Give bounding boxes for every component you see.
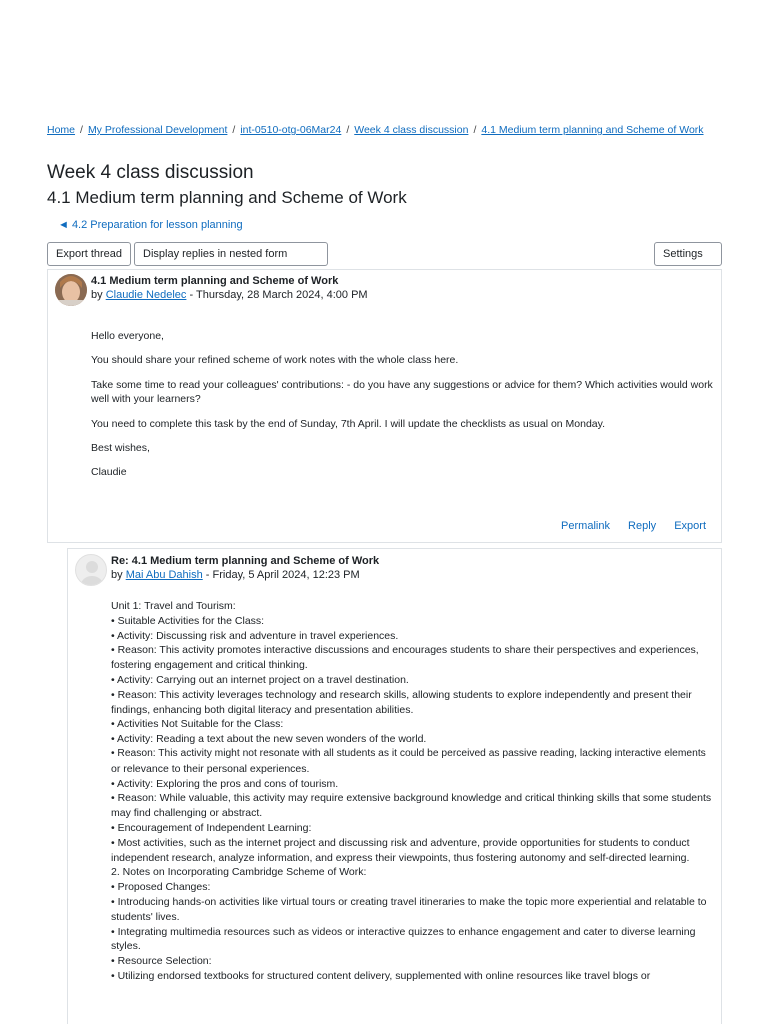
permalink-link[interactable]: Permalink [561,520,610,532]
display-mode-select[interactable] [134,242,328,266]
settings-button[interactable] [654,242,722,266]
post-date: - Thursday, 28 March 2024, 4:00 PM [186,289,368,301]
post-subject: Re: 4.1 Medium term planning and Scheme of Work [111,555,380,567]
post-paragraph: Best wishes, [91,441,150,454]
avatar-photo [55,274,87,306]
post-line: • Reason: While valuable, this activity may require extensive background knowledge and critical thinking skills that some students [111,792,712,805]
reply-link[interactable]: Reply [628,520,657,532]
export-thread-button[interactable]: Export thread [47,242,131,266]
post-line: • Activities Not Suitable for the Class: [111,718,284,731]
post-line: may find challenging or abstract. [111,807,263,820]
post-line: • Reason: This activity might not resonate with all students as it could be perceived as passive reading, lacking interactive elements [111,747,706,759]
post-line: or relevance to their personal experiences. [111,762,310,775]
breadcrumb-my-professional-development[interactable]: My Professional Development [87,124,228,136]
display-mode-value: Display replies in nested form [143,248,288,260]
post-line: students' lives. [111,910,180,923]
default-avatar-icon[interactable] [75,554,107,586]
post-paragraph: You need to complete this task by the end of Sunday, 7th April. I will update the checklists as usual on Monday. [91,417,606,430]
post-byline [91,289,368,301]
post-line: • Resource Selection: [111,955,212,968]
post-date: - Friday, 5 April 2024, 12:23 PM [202,569,360,581]
breadcrumb-separator: / [473,124,477,136]
post-paragraph: Take some time to read your colleagues' contributions: - do you have any suggestions or advice for them? Which activities would work well with your learners? [91,378,713,406]
breadcrumb-home[interactable]: Home [47,124,76,136]
by-label: by [111,569,126,581]
user-silhouette-icon [76,555,107,586]
author-link[interactable]: Claudie Nedelec [105,289,187,301]
post-line: fostering engagement and critical thinking. [111,659,308,672]
post-line: • Proposed Changes: [111,881,211,894]
post-line: findings, enhancing both digital literacy and presentation abilities. [111,703,414,716]
post-line: • Utilizing endorsed textbooks for structured content delivery, supplemented with online resources like travel blogs or [111,969,651,982]
post-line: • Encouragement of Independent Learning: [111,821,312,834]
by-label: by [91,289,106,301]
post-line: • Suitable Activities for the Class: [111,614,265,627]
post-content [111,599,716,984]
post-line: • Reason: This activity promotes interactive discussions and encourages students to share their perspectives and experiences, [111,644,699,657]
breadcrumb [47,124,747,136]
previous-discussion-link[interactable]: ◄ 4.2 Preparation for lesson planning [58,219,243,231]
post-paragraph: Hello everyone, [91,330,164,342]
post-byline [111,569,360,581]
post-line: independent research, analyze information, and express their viewpoints, thus fostering autonomy and self-directed learning. [111,851,690,864]
post-line: • Activity: Carrying out an internet project on a travel destination. [111,673,409,686]
post-line: styles. [111,940,141,953]
author-link[interactable]: Mai Abu Dahish [125,569,203,581]
post-line: • Activity: Discussing risk and adventure in travel experiences. [111,629,399,642]
breadcrumb-separator: / [346,124,350,136]
post-subject: 4.1 Medium term planning and Scheme of Work [91,275,339,287]
post-line: Unit 1: Travel and Tourism: [111,600,236,612]
breadcrumb-forum[interactable]: Week 4 class discussion [354,124,469,136]
breadcrumb-separator: / [80,124,83,136]
forum-post [47,269,722,543]
post-content [91,329,716,490]
post-line: 2. Notes on Incorporating Cambridge Scheme of Work: [111,866,367,879]
breadcrumb-course[interactable]: int-0510-otg-06Mar24 [240,124,342,136]
post-line: • Integrating multimedia resources such as videos or interactive quizzes to enhance engagement and cater to diverse learning [111,925,696,938]
post-line: • Introducing hands-on activities like virtual tours or creating travel itineraries to make the topic more experiential and relatable to [111,895,707,908]
post-actions [546,520,706,532]
post-paragraph: Claudie [91,466,127,479]
export-link[interactable]: Export [674,520,706,532]
post-line: • Activity: Exploring the pros and cons of tourism. [111,777,339,790]
author-avatar[interactable] [55,274,87,306]
page-title: Week 4 class discussion [47,162,254,183]
post-line: • Most activities, such as the internet project and discussing risk and adventure, provide opportunities for students to conduct [111,836,690,849]
breadcrumb-separator: / [232,124,236,136]
settings-label: Settings [663,248,703,260]
forum-reply-post [67,548,722,1024]
discussion-title: 4.1 Medium term planning and Scheme of Work [47,188,407,207]
post-line: • Activity: Reading a text about the new seven wonders of the world. [111,733,427,746]
breadcrumb-discussion[interactable]: 4.1 Medium term planning and Scheme of Work [481,124,704,136]
post-line: • Reason: This activity leverages technology and research skills, allowing students to explore independently and present their [111,688,692,701]
post-paragraph: You should share your refined scheme of work notes with the whole class here. [91,354,459,367]
